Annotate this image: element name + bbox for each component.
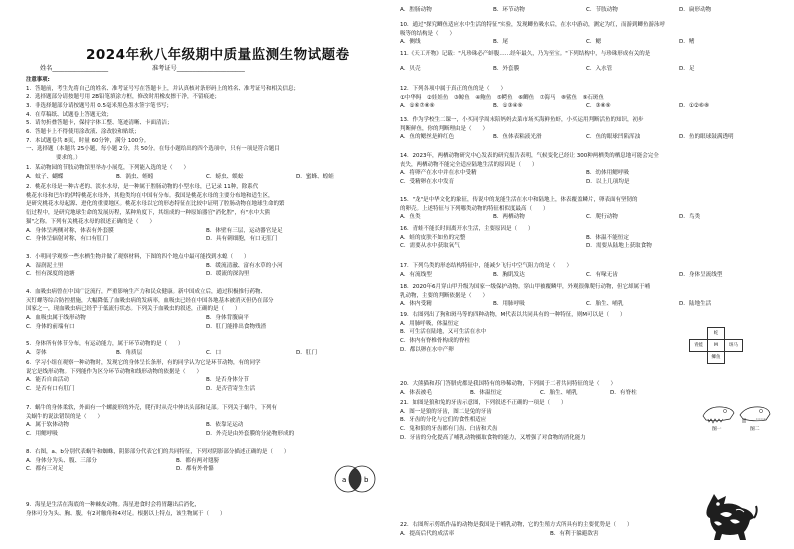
venn-label-a: a	[342, 476, 347, 484]
option-b[interactable]: B．体温不能恒定	[586, 234, 629, 241]
option-b[interactable]: B．体壁有三层，运动器官是足	[206, 227, 283, 234]
rabbit-skull-figure	[740, 407, 770, 423]
option-b[interactable]: B．依靠足运动	[206, 422, 244, 429]
question-text: 17．下列鸟类的形态结构特征中，能减少飞行中空气阻力的是（ ）	[400, 263, 573, 269]
question-1	[26, 164, 386, 181]
option-c[interactable]: C．入水管	[586, 65, 613, 72]
option-c[interactable]: C．需要从水中获取氧气	[400, 243, 460, 250]
instruction-item: 2．选择题部分请按题号用 2B铅笔填涂方框，修改时用橡皮擦干净，不留痕迹；	[26, 94, 221, 101]
venn-label-b: b	[364, 476, 369, 484]
option-b[interactable]: B．①③④⑨	[493, 103, 523, 110]
option-c[interactable]: C．兔和狼的牙齿都有门齿、臼齿和犬齿	[400, 426, 498, 433]
option-d[interactable]: D．鳍	[679, 39, 695, 46]
options	[400, 169, 772, 186]
option-c[interactable]: C．口	[206, 349, 222, 356]
option-d[interactable]: D．外壳是由外套膜的分泌物形成的	[206, 430, 295, 437]
question-text: 2．桃花水母是一种古老的、淡水水母，是一种属于腔肠动物的小型水母，已记录 11种，除系代	[26, 184, 259, 190]
question-22	[400, 521, 700, 538]
option-b[interactable]: B．是否身体分节	[206, 377, 249, 384]
name-blank[interactable]: __________________	[52, 65, 109, 72]
option-c[interactable]: C．鳃	[586, 39, 602, 46]
option-d[interactable]: D．以上几项均是	[586, 178, 630, 185]
question-text: 16．青蛙不能长时间离开水生活，主要原因是（ ）	[400, 226, 534, 232]
option-c[interactable]: C．爬行动物	[586, 214, 618, 221]
options	[26, 173, 386, 182]
option-b[interactable]: B．胸肌发达	[493, 271, 525, 278]
option-d[interactable]: D．都以卵在水中产卵	[400, 346, 454, 353]
option-a[interactable]: A．将卵产在水中并在水中受精	[400, 170, 477, 177]
venn-diagram	[330, 462, 380, 496]
options	[400, 38, 772, 47]
question-text: 国家之一，现血吸虫病已经乎于低流行状态。下列关于血吸虫的叙述，正确的是（ ）	[26, 306, 241, 313]
option-a[interactable]: A．身体分为头、腹、三部分	[26, 457, 97, 464]
figure-2-label: 图二	[750, 427, 760, 432]
option-a[interactable]: A．能否自由活动	[26, 377, 69, 384]
option-a[interactable]: A．腔肠动物	[400, 7, 432, 13]
question-text: 3．小明同学观察一些水栖生物并做了观察材料，下图的四个地点中最可能找到水螅（ ）	[26, 254, 250, 260]
option-d[interactable]: D．需要从陆地上获取食物	[586, 243, 652, 250]
option-d[interactable]: D．肛门	[296, 349, 318, 356]
instruction-item: 1．答题前，考生先将自己的姓名、准考证号写在答题卡上，并认真核对条形码上的姓名、准考证号和相关信息；	[26, 85, 300, 92]
option-b[interactable]: B．两栖动物	[493, 214, 525, 221]
question-text: 乳动物，主要的判断依据是（ ）	[400, 292, 489, 299]
option-d[interactable]: D．具有刺细胞，有口无肛门	[206, 236, 278, 243]
options	[26, 421, 386, 438]
option-a[interactable]: A．鱼类	[400, 214, 421, 221]
option-a[interactable]: A．体表被毛	[400, 389, 432, 396]
question-text: 1．某动物园的节肢动物馆里举办小展览，下列能入选的是（ ）	[26, 165, 190, 171]
option-c[interactable]: C．受精卵在水中发育	[400, 178, 455, 185]
option-b[interactable]: B．用肺呼吸	[493, 301, 525, 308]
question-text: 18．2020年6月穿山甲升级为国家一级保护动物。穿山甲被覆鳞甲，外观很像爬行动物，但它却属于哺	[400, 284, 650, 290]
question-2	[26, 183, 386, 244]
option-c[interactable]: C．有喙无齿	[586, 271, 618, 278]
option-a[interactable]: A．体内受精	[400, 301, 432, 308]
option-b[interactable]: B．幼体用鳃呼吸	[586, 170, 629, 177]
option-a[interactable]: A．用肺呼吸，体温恒定	[400, 320, 459, 327]
option-c[interactable]: C．都有三对足	[26, 466, 64, 473]
options	[400, 213, 772, 222]
option-d[interactable]: D．陆地生活	[679, 301, 712, 308]
question-18	[400, 283, 772, 309]
option-a[interactable]: A．提高后代的成活率	[400, 530, 455, 537]
section-heading	[26, 145, 280, 162]
question-text: 8．右图，a、b分别代表蜗牛和蜘蛛，阴影部分代表它们的共同特征，下列对阴影部分描述正确的是（ ）	[26, 449, 290, 455]
option-b[interactable]: B．可生活在陆地，又可生活在水中	[400, 329, 487, 336]
cross-left: 青蛙	[689, 339, 708, 352]
instruction-item: 7．本试题卷共 8页，时量 60分钟，满分 100分。	[26, 137, 150, 144]
question-text: 14．2023年，两栖动物研究中心发表的研究报告表明，气候变化已经让 300种两栖类的栖息地可能会完全	[400, 153, 659, 159]
question-text: 7．蜗牛的身体柔软，外面有一个螺旋形的外壳，爬行时从壳中伸出头部和足部。下列关于蜗牛，下列有	[26, 405, 278, 411]
option-b[interactable]: B．缓流清澈、富有水草的小河	[206, 262, 283, 269]
option-d[interactable]: D．蜜蜂、蝗蛙	[296, 173, 334, 180]
option-a[interactable]: A．贝壳	[400, 65, 421, 72]
options	[26, 349, 386, 358]
student-info-line	[40, 63, 245, 72]
cross-center: M	[707, 339, 725, 352]
question-7	[26, 404, 386, 438]
question-text: 猫"之称。下列有关桃花水母的叙述正确的是（ ）	[26, 218, 156, 225]
section-line: 要求的。）	[56, 154, 81, 161]
question-5	[26, 340, 386, 357]
question-text: 是研究桃花水母起源、进化的重要地区。桃花水母以它的形态特征在比较中证明了腔肠动物在地球生命的繁	[26, 201, 285, 208]
question-text: 的卵壳。上述特征与下列哪类动物的特征相似度最高（ ）	[400, 205, 549, 212]
option-d[interactable]: D．牙齿的分化提高了哺乳动物摄取食物的能力，又增强了对食物的消化能力	[400, 434, 586, 441]
options	[400, 133, 772, 142]
question-text: 9．海星是生活在海底的一种棘皮动物。海星进食时会将胃翻出后消化，	[26, 502, 201, 508]
question-subitems: ①中华鲟 ②娃娃鱼 ③鲸鱼 ④鲍鱼 ⑤鳄鱼 ⑥鲫鱼 ⑦海马 ⑧鲨鱼 ⑨石斑鱼	[400, 94, 604, 101]
question-3	[26, 253, 386, 279]
options	[26, 262, 386, 279]
option-d[interactable]: D．身体呈流线型	[679, 271, 723, 278]
option-b[interactable]: B．涡虫、蛭蚓	[116, 173, 154, 180]
question-17	[400, 262, 772, 279]
question-12	[400, 85, 772, 111]
option-b[interactable]: B．有利于躲避敌害	[550, 530, 599, 537]
question-text: 桃花水母和巴尔的伊特桃花水母外，其他类均在中国有分布。我国是桃花水母的主要分布地和适生区，	[26, 192, 274, 199]
option-a[interactable]: A．属于软体动物	[26, 422, 69, 429]
option-c[interactable]: C．身体的前端有口	[26, 323, 75, 330]
option-a[interactable]: A．侧线	[400, 39, 421, 46]
option-c[interactable]: C．胎生、哺乳	[586, 301, 624, 308]
name-label: 姓名	[40, 65, 53, 72]
option-c[interactable]: C．鱼的眼球凹陷浑浊	[586, 134, 641, 141]
question-6	[26, 359, 386, 393]
options	[400, 6, 772, 15]
options	[400, 65, 772, 74]
question-text: 11.《天工开物》记载："凡珍珠必产蚌腹……经年最久，乃为至宝。"下列结构中，与珍珠形成有关的是	[400, 51, 651, 57]
option-a[interactable]: A．芽体	[26, 349, 47, 356]
question-text: 12．下列各项中属于真正的鱼的是（ ）	[400, 86, 506, 92]
question-10	[400, 21, 772, 47]
question-19	[400, 311, 690, 355]
option-d[interactable]: D．都有外骨骼	[176, 466, 214, 473]
exam-number-blank[interactable]: ______________________	[176, 65, 245, 72]
question-text: 22．右图所示剪纸作品的动物是我国是于哺乳动物，它的生殖方式所具有的主要优势是（ ）	[400, 522, 633, 528]
instructions	[26, 76, 299, 146]
option-a[interactable]: A．图一是狼的牙齿，图二是兔的牙齿	[400, 408, 492, 415]
option-c[interactable]: C．用鳃呼吸	[26, 430, 58, 437]
question-text: 10．通过"探究鲫鱼适应水中生活的特征"实验，发现鲫鱼吸水后，在水中游动，测定为红，而游到鲫鱼游泳呼	[400, 22, 666, 28]
section-line: 一、选择题（本题共 25小题，每小题 2分，共 50分。在每小题给出的四个选项中，只有一项是符合题目	[26, 146, 280, 152]
figure-1-label: 图一	[712, 427, 722, 432]
option-a[interactable]: A．血吸虫属于线形动物	[26, 315, 86, 322]
options	[26, 376, 386, 393]
question-9	[26, 501, 386, 518]
options	[400, 271, 772, 280]
question-text: 5．身体所有体节分布，有运动能力，属于环节动物的是（ ）	[26, 341, 184, 347]
option-a[interactable]: A．蛙的皮肤不如鱼的完整	[400, 234, 466, 241]
question-text: 丧失，两栖动物不能完全适应陆地生活的原因是（ ）	[400, 161, 538, 168]
option-c[interactable]: C．胎生、哺乳	[540, 389, 578, 396]
option-a[interactable]: A．①⑥⑦⑧⑨	[400, 103, 435, 110]
option-a[interactable]: A．蚊子、蝴蝶	[26, 173, 64, 180]
question-16	[400, 225, 772, 251]
option-a[interactable]: A．有流线型	[400, 271, 432, 278]
option-b[interactable]: B．身体背腹扁平	[206, 315, 249, 322]
option-d[interactable]: D．扁形动物	[679, 7, 712, 13]
option-d[interactable]: D．①②⑥⑧	[679, 103, 709, 110]
question-text: 说它是线形动物。下列能作为区分环节动物和线形动物的依据是（ ）	[26, 368, 203, 375]
instruction-item: 5．请勿折叠答题卡，保持字体工整、笔迹清晰、卡面清洁；	[26, 120, 173, 127]
question-4	[26, 288, 386, 331]
question-text: 15．"龙"是中华文化的象征，传说中的龙能生活在水中和陆地上，体表覆盖鳞片，卵表面有坚韧的	[400, 197, 638, 203]
question-8	[26, 448, 326, 474]
options	[26, 227, 386, 244]
option-b[interactable]: B．体温恒定	[470, 389, 502, 396]
option-b[interactable]: B．角质层	[116, 349, 143, 356]
question-9-options	[400, 6, 772, 15]
option-a[interactable]: A．身体呈两侧对称，体表有外套膜	[26, 227, 114, 234]
options	[26, 314, 386, 331]
question-text: 21．如图是狼和兔的牙齿示意图，下列叙述不正确的一项是（ ）	[400, 400, 567, 406]
option-c[interactable]: C．③⑧⑨	[586, 103, 611, 110]
exam-number-label: 准考证号	[152, 65, 177, 72]
instructions-heading: 注意事项:	[26, 77, 50, 83]
option-c[interactable]: C．螃虫、蜈蚣	[206, 173, 244, 180]
option-c[interactable]: C．节肢动物	[586, 7, 618, 13]
option-a[interactable]: A．鱼的鳃丝是鲜红色	[400, 134, 455, 141]
options	[400, 300, 772, 309]
wolf-skull-figure	[703, 407, 734, 423]
option-d[interactable]: D．是否营寄生生活	[206, 385, 256, 392]
options	[400, 530, 700, 539]
question-text: 19．右图列出了狗和斑马等的四种动物，M代表以共同具有的一种特征，则M可以是（ ）	[400, 312, 626, 318]
instruction-item: 3．非选择题部分请按题号用 0.5毫米黑色墨水签字笔书写；	[26, 103, 172, 109]
option-b[interactable]: B．外套膜	[493, 65, 520, 72]
question-text: 6．学习小组在观察一种动物时，发现它的身体呈长条形，有的同学认为它是环节动物，有的同学	[26, 360, 261, 366]
option-c[interactable]: C．是否有口有肛门	[26, 385, 75, 392]
options	[400, 102, 772, 111]
question-11	[400, 50, 772, 73]
question-text: 20．大熊猫和苏门答腊虎都是我国特有的珍稀动物，下列属于二者共同特征的是（ ）	[400, 381, 617, 387]
options	[400, 234, 772, 251]
option-b[interactable]: B．都有两对翅膀	[176, 457, 219, 464]
cross-bottom: 鲫鱼	[707, 351, 725, 364]
question-text: 判断鲜鱼，你的判断理由是（ ）	[400, 125, 489, 132]
options	[400, 389, 680, 398]
option-d[interactable]: D．肛门能排出食物残渣	[206, 323, 267, 330]
question-text: 衍过程中，是研究地球生命的发展历程，某种角度下，其组成的一种原始器官"消化腔"，有"水中大熊	[26, 210, 271, 217]
question-14	[400, 152, 772, 186]
cross-top: 蛇	[707, 327, 725, 340]
option-c[interactable]: C．身体呈辐射对称，有口有肛门	[26, 236, 109, 243]
question-13	[400, 116, 772, 142]
option-d[interactable]: D．鸟类	[679, 214, 701, 221]
teeth-figures	[700, 398, 772, 432]
option-b[interactable]: B．环节动物	[493, 7, 525, 13]
instruction-item: 6．答题卡上不得使用涂改液、涂改胶和贴纸；	[26, 129, 140, 136]
question-text: 关蜗牛的说法错误的是（ ）	[26, 413, 104, 420]
page-title: 2024年秋八年级期中质量监测生物试题卷	[86, 47, 350, 63]
option-d[interactable]: D．有脊柱	[610, 389, 637, 396]
question-20	[400, 380, 772, 397]
option-d[interactable]: D．足	[679, 65, 695, 72]
cross-right: 斑马	[724, 339, 743, 352]
question-text: 4．血吸虫病曾在中国广泛流行，严重影响生产力和民众健康。新中国成立后，通过积极推行药物、	[26, 289, 267, 295]
question-text: 13．作为学校生二课一，小买同学周末陪妈妈去菜市场买海鲜鱼虾，小买运用判断活鱼的知识，初步	[400, 117, 644, 123]
question-text: 身体可分为头、胸、腹，有2对触角和4对足。根据以上特点，该生物属于（ ）	[26, 510, 226, 517]
question-15	[400, 196, 772, 222]
paper-cut-dog-image	[700, 488, 760, 544]
option-d[interactable]: D．缓流的深沟里	[206, 271, 250, 278]
option-a[interactable]: A．湿润泥土里	[26, 262, 64, 269]
option-d[interactable]: D．鱼的眼球鼓满透明	[679, 134, 734, 141]
instruction-item: 4．在草稿纸、试题卷上答题无效；	[26, 111, 113, 118]
option-b[interactable]: B．尾	[493, 39, 509, 46]
option-b[interactable]: B．牙齿的分化与它们的食性相适应	[400, 417, 487, 424]
venn-overlap	[349, 468, 361, 490]
question-text: 灭钉螺等综合防控措施，大幅降低了血吸虫病的发病率，血吸虫已经在中国各地基本被消灭但仍在部分	[26, 297, 274, 304]
option-c[interactable]: C．恒有深度的池塘	[26, 271, 75, 278]
option-c[interactable]: C．体内有脊椎骨构成的脊柱	[400, 338, 470, 345]
question-text: 吸等的结构是（ ）	[400, 30, 456, 37]
option-b[interactable]: B．鱼体表粘液光滑	[493, 134, 542, 141]
options	[26, 457, 326, 474]
classification-cross-diagram	[685, 323, 745, 373]
